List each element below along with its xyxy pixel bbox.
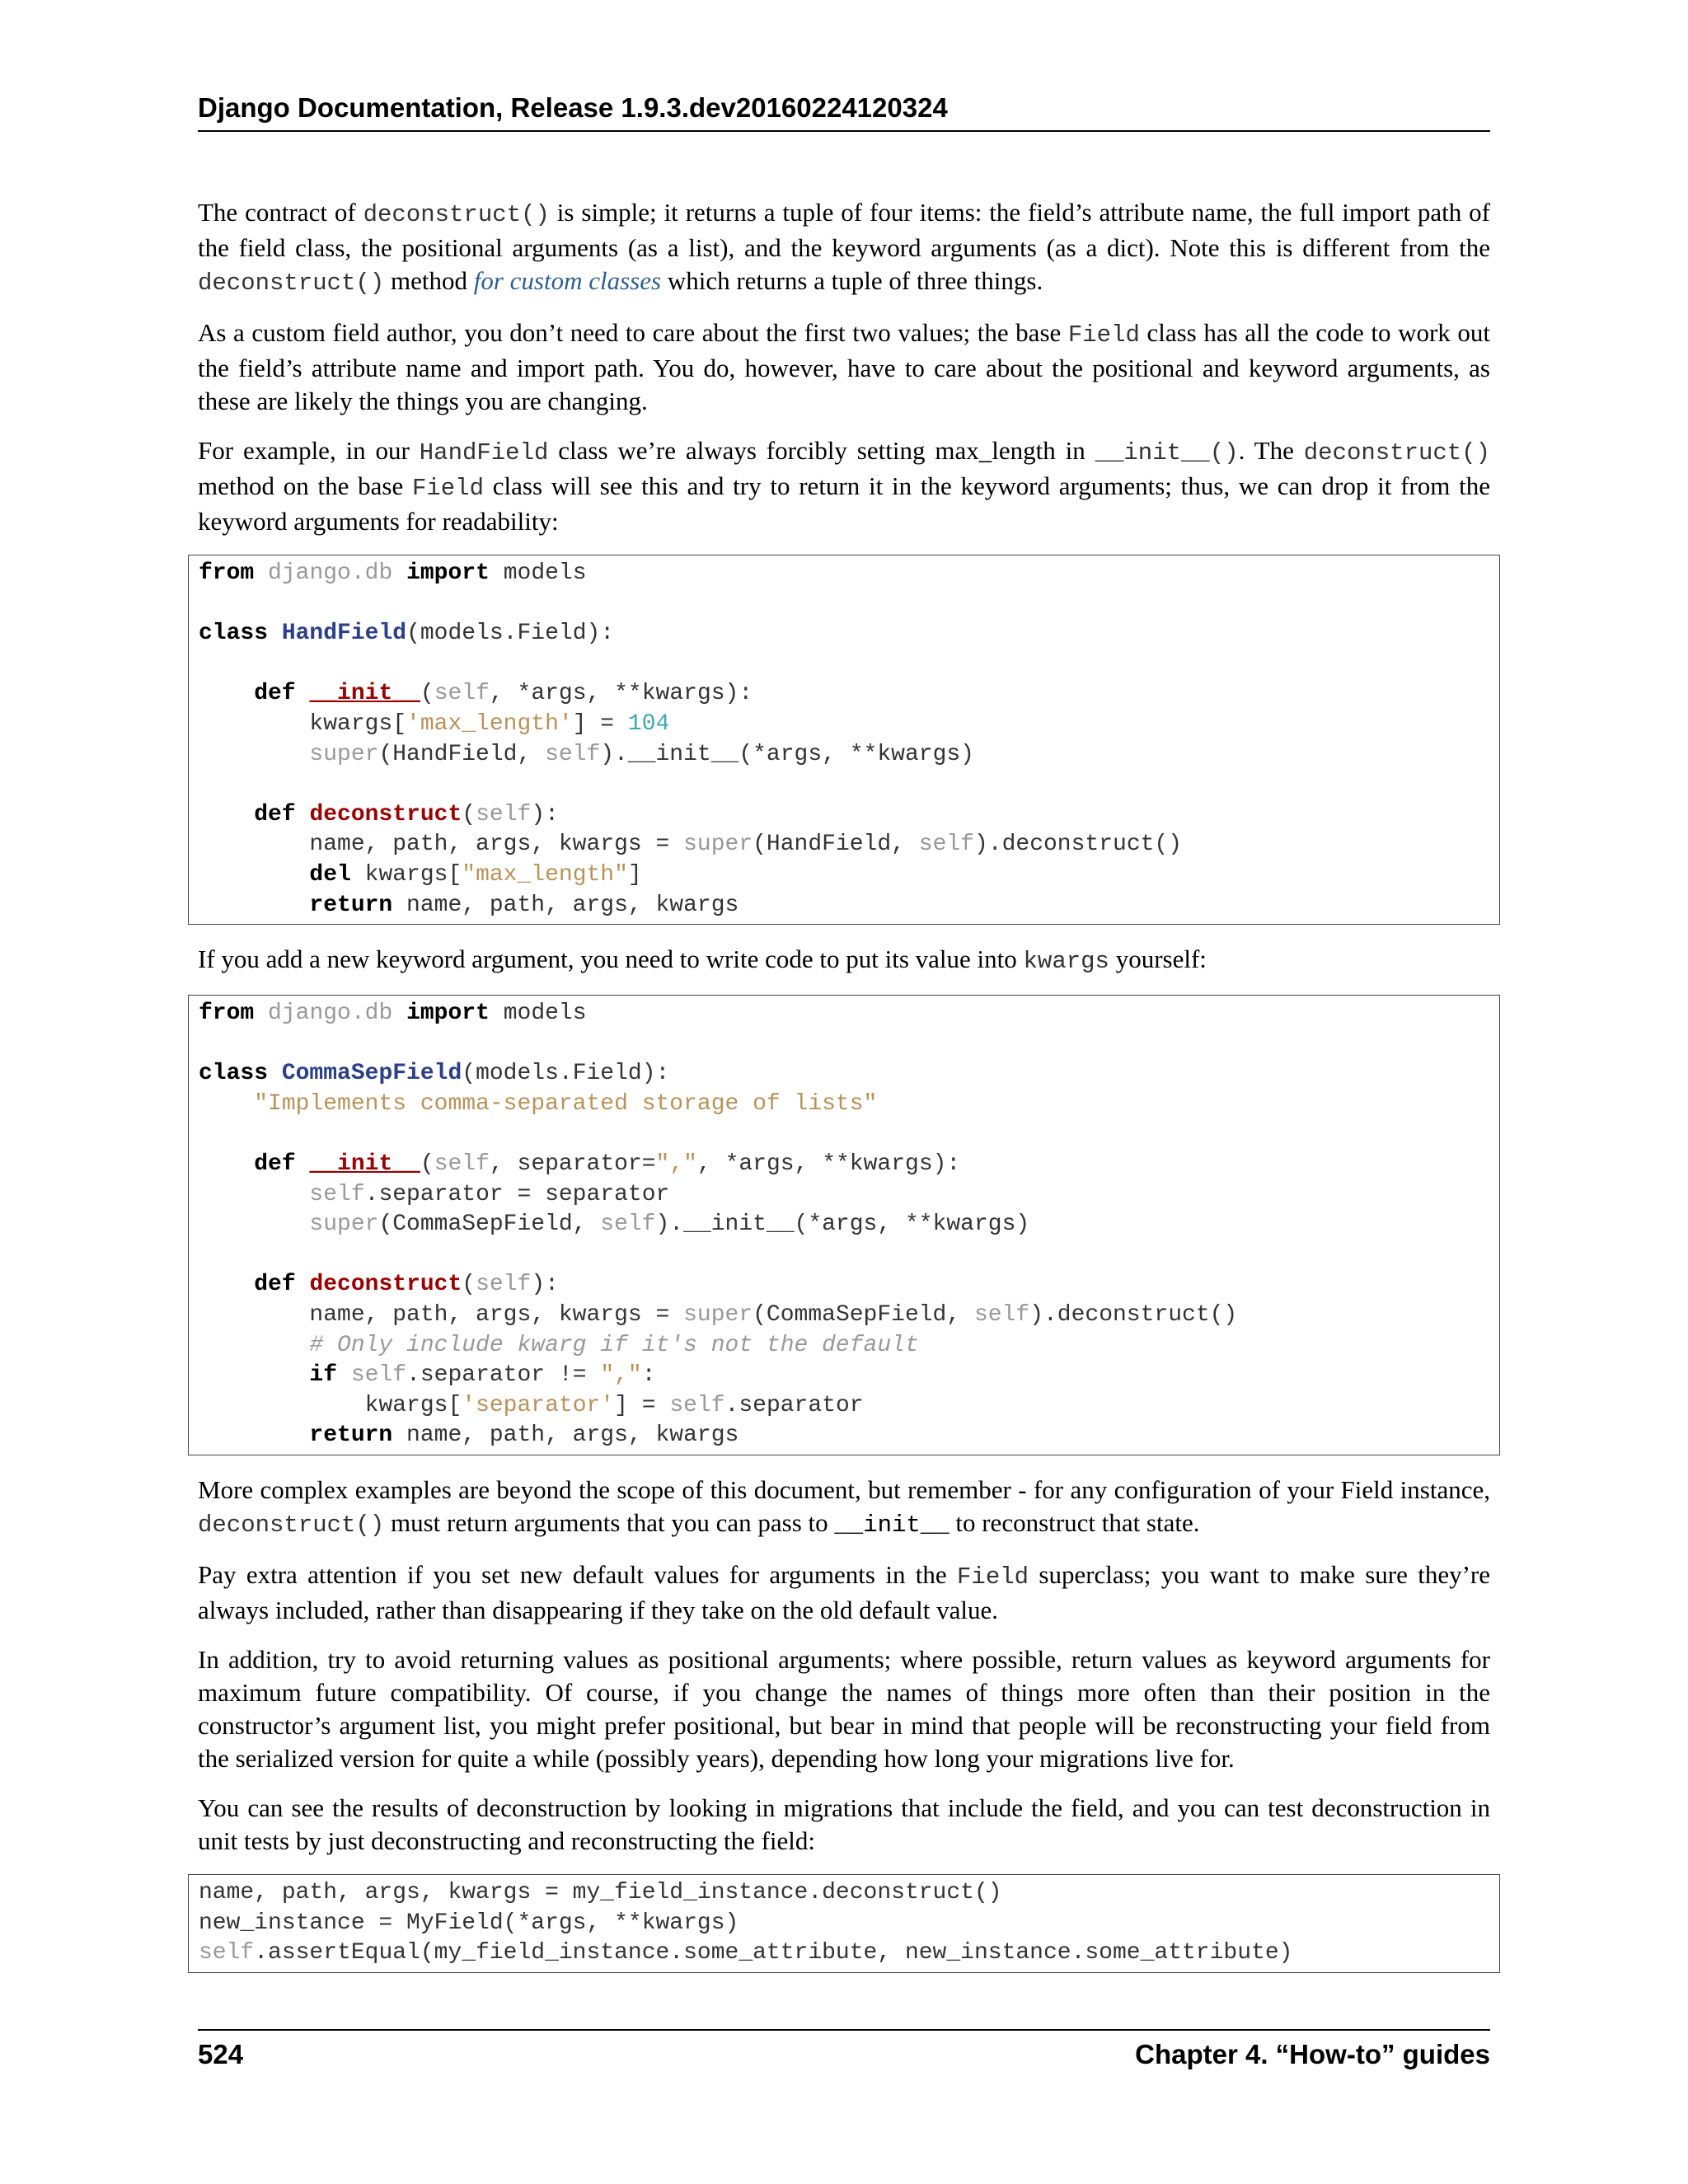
code-block-handfield: from django.db import models class HandField(models.Field): def __init__(self, *args, **kwargs): kwargs['max_length'] = 104 super(HandField, self).__init__(*args, **kwargs) def deconstruct(self): name, path, args, kwargs = super(HandField, self).deconstruct() del kwargs["max_length"] return name, path, args, kwargs: [188, 555, 1500, 925]
paragraph-complex-examples: More complex examples are beyond the scope of this document, but remember - for any configuration of your Field instance, deconstruct() must return arguments that you can pass to __init__ to reconstruct that state.: [198, 1475, 1490, 1540]
inline-code: Field: [411, 475, 484, 502]
page-number: 524: [198, 2039, 244, 2069]
document-title: Django Documentation, Release 1.9.3.dev20160224120324: [198, 92, 948, 123]
inline-code: __init__(): [1095, 439, 1239, 466]
code-block-commasepfield: from django.db import models class CommaSepField(models.Field): "Implements comma-separated storage of lists" def __init__(self, separator=",", *args, **kwargs): self.separator = separator super(CommaSepField, self).__init__(*args, **kwargs) def deconstruct(self): name, path, args, kwargs = super(CommaSepField, self).deconstruct() # Only include kwarg if it's not the default if self.separator != ",": kwargs['separator'] = self.separator return name, path, args, kwargs: [188, 995, 1500, 1455]
inline-code: Field: [1067, 321, 1140, 349]
inline-code: Field: [957, 1563, 1029, 1591]
custom-classes-link[interactable]: for custom classes: [473, 266, 662, 295]
running-header: [198, 92, 1490, 132]
page-content: [198, 196, 1490, 1991]
inline-code: kwargs: [1023, 948, 1109, 976]
paragraph-new-keyword: If you add a new keyword argument, you need to write code to put its value into kwargs yourself:: [198, 944, 1207, 976]
paragraph-custom-field-author: As a custom field author, you don’t need to care about the first two values; the base Field class has all the code to work out the field’s attribute name and import path. You do, however, have to care about the positional and keyword arguments, as these are likely the things you are changing.: [198, 318, 1490, 415]
paragraph-contract: The contract of deconstruct() is simple; it returns a tuple of four items: the field’s attribute name, the full import path of the field class, the positional arguments (as a list), and the keyword arguments (as a dict). Note this is different from the deconstruct() method for custom classes which returns a tuple of three things.: [198, 198, 1490, 297]
code-block-test: name, path, args, kwargs = my_field_instance.deconstruct() new_instance = MyField(*args, **kwargs) self.assertEqual(my_field_instance.some_attribute, new_instance.some_attribute): [188, 1874, 1500, 1973]
inline-code: deconstruct(): [363, 201, 550, 228]
chapter-title: Chapter 4. “How-to” guides: [1135, 2039, 1490, 2069]
paragraph-results-deconstruction: You can see the results of deconstruction by looking in migrations that include the field, and you can test deconstruction in unit tests by just deconstructing and reconstructing the field:: [198, 1793, 1490, 1856]
page: [198, 0, 1490, 2184]
paragraph-default-values: Pay extra attention if you set new default values for arguments in the Field superclass; you want to make sure they’re always included, rather than disappearing if they take on the old default value.: [198, 1560, 1490, 1625]
inline-code: deconstruct(): [198, 269, 385, 297]
inline-code: HandField: [419, 439, 549, 466]
inline-code: deconstruct(): [1303, 439, 1490, 466]
page-footer: [198, 2029, 1490, 2080]
inline-code: deconstruct(): [198, 1511, 385, 1540]
inline-code: __init__: [834, 1511, 950, 1540]
paragraph-example: For example, in our HandField class we’re always forcibly setting max_length in __init__(). The deconstruct() method on the base Field class will see this and try to return it in the keyword arguments; thus, we can drop it from the keyword arguments for readability:: [198, 436, 1490, 536]
paragraph-positional-arguments: In addition, try to avoid returning values as positional arguments; where possible, return values as keyword arguments for maximum future compatibility. Of course, if you change the names of things more often than their position in the constructor’s argument list, you might prefer positional, but bear in mind that people will be reconstructing your field from the serialized version for quite a while (possibly years), depending how long your migrations live for.: [198, 1645, 1490, 1774]
